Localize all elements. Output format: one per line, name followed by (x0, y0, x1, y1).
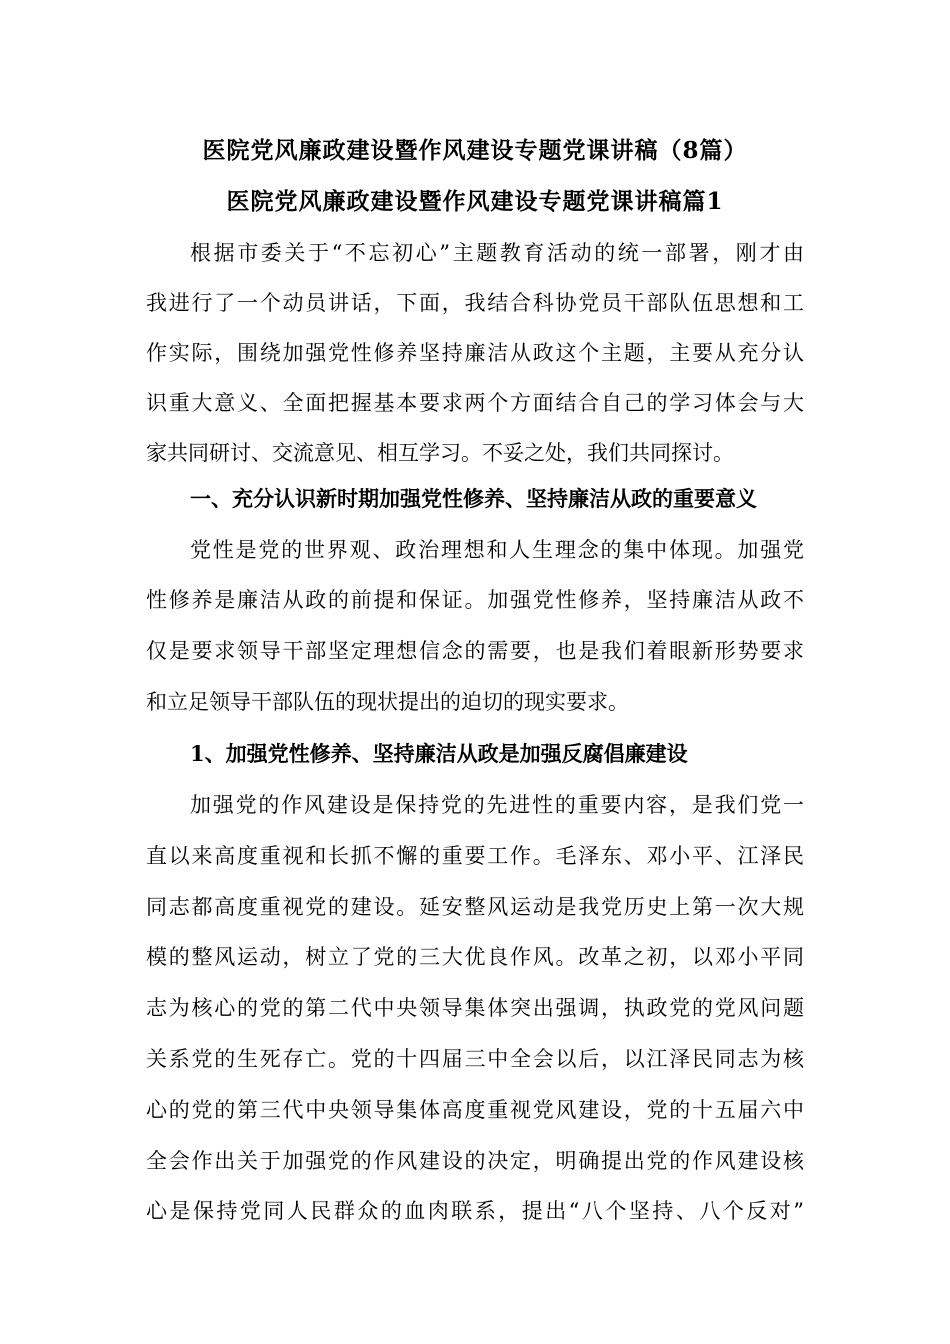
paragraph-line: 和立足领导干部队伍的现状提出的迫切的现实要求。 (146, 690, 629, 714)
paragraph-line: 志为核心的党的第二代中央领导集体突出强调，执政党的党风问题 (146, 996, 804, 1020)
paragraph-line: 加强党的作风建设是保持党的先进性的重要内容，是我们党一 (190, 793, 804, 817)
paragraph-line: 根据市委关于“不忘初心”主题教育活动的统一部署，刚才由 (190, 241, 804, 265)
paragraph-line: 全会作出关于加强党的作风建设的决定，明确提出党的作风建设核 (146, 1149, 804, 1173)
document-subtitle: 医院党风廉政建设暨作风建设专题党课讲稿篇1 (226, 188, 724, 215)
document-title: 医院党风廉政建设暨作风建设专题党课讲稿（8篇） (202, 137, 748, 164)
paragraph-line: 关系党的生死存亡。党的十四届三中全会以后，以江泽民同志为核 (146, 1047, 804, 1071)
section-heading: 一、充分认识新时期加强党性修养、坚持廉洁从政的重要意义 (190, 486, 757, 511)
paragraph-line: 模的整风运动，树立了党的三大优良作风。改革之初，以邓小平同 (146, 945, 804, 969)
paragraph-line: 党性是党的世界观、政治理想和人生理念的集中体现。加强党 (190, 538, 804, 562)
paragraph-line: 性修养是廉洁从政的前提和保证。加强党性修养，坚持廉洁从政不 (146, 588, 804, 612)
subsection-heading: 1、加强党性修养、坚持廉洁从政是加强反腐倡廉建设 (190, 741, 688, 766)
paragraph-line: 仅是要求领导干部坚定理想信念的需要，也是我们着眼新形势要求 (146, 639, 804, 663)
paragraph-line: 识重大意义、全面把握基本要求两个方面结合自己的学习体会与大 (146, 391, 804, 415)
paragraph-line: 心的党的第三代中央领导集体高度重视党风建设，党的十五届六中 (146, 1098, 804, 1122)
paragraph-line: 作实际，围绕加强党性修养坚持廉洁从政这个主题，主要从充分认 (146, 341, 804, 365)
paragraph-line: 直以来高度重视和长抓不懈的重要工作。毛泽东、邓小平、江泽民 (146, 844, 804, 868)
paragraph-line: 我进行了一个动员讲话，下面，我结合科协党员干部队伍思想和工 (146, 291, 804, 315)
paragraph-line: 家共同研讨、交流意见、相互学习。不妥之处，我们共同探讨。 (146, 441, 734, 465)
paragraph-line: 同志都高度重视党的建设。延安整风运动是我党历史上第一次大规 (146, 895, 804, 919)
paragraph-line: 心是保持党同人民群众的血肉联系，提出“八个坚持、八个反对” (146, 1199, 804, 1223)
